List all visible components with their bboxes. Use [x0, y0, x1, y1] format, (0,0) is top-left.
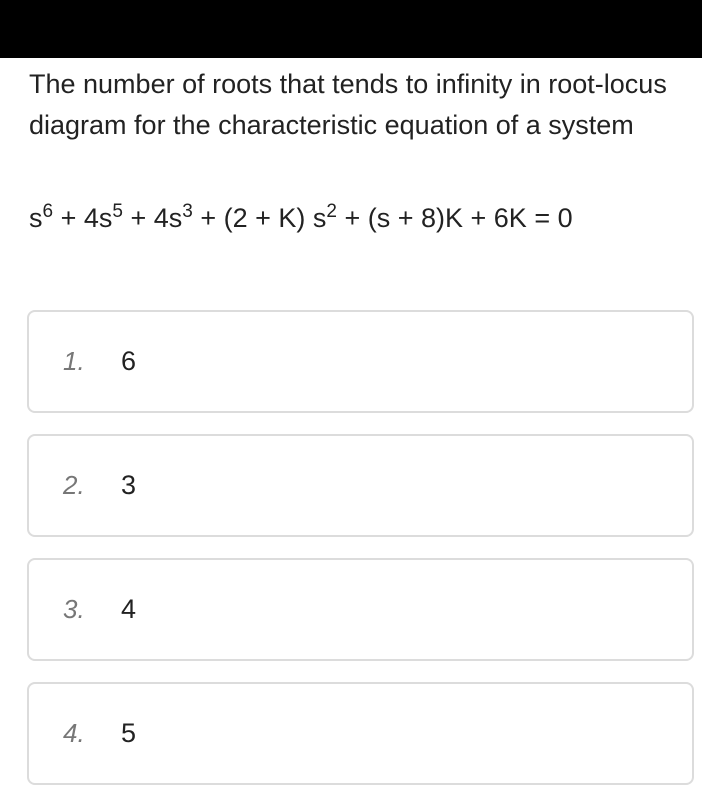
option-number: 4.: [63, 718, 85, 748]
option-number: 1.: [63, 346, 85, 376]
eq-exponent: 5: [112, 201, 123, 222]
eq-term: + (s + 8)K + 6K = 0: [336, 203, 573, 233]
option-value: 3: [121, 470, 137, 500]
question-text: The number of roots that tends to infinity in root-locus diagram for the characteristic equation of a system: [29, 69, 667, 140]
characteristic-equation: [29, 198, 573, 238]
option-4[interactable]: [27, 682, 694, 785]
option-1[interactable]: [27, 310, 694, 413]
top-bar: [0, 0, 702, 58]
option-value: 6: [121, 346, 137, 376]
eq-term: s: [29, 203, 43, 233]
option-2[interactable]: [27, 434, 694, 537]
eq-term: + 4s: [122, 203, 183, 233]
eq-term: + 4s: [53, 203, 113, 233]
eq-exponent: 2: [326, 201, 337, 222]
eq-exponent: 3: [182, 201, 193, 222]
option-3[interactable]: [27, 558, 694, 661]
eq-term: + (2 + K) s: [192, 203, 327, 233]
option-value: 5: [121, 718, 137, 748]
option-number: 3.: [63, 594, 85, 624]
option-value: 4: [121, 594, 137, 624]
eq-exponent: 6: [42, 201, 54, 222]
option-number: 2.: [63, 470, 85, 500]
